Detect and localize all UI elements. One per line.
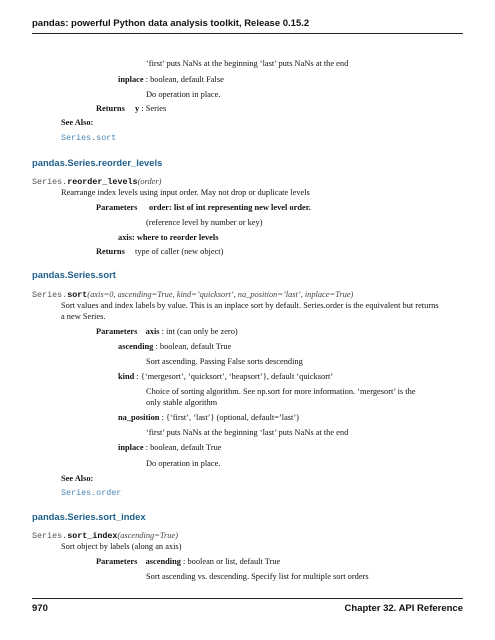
parameters-label: Parameters	[96, 557, 138, 566]
returns-row	[96, 247, 223, 257]
param-kind	[118, 372, 333, 382]
see-also-link-series-sort[interactable]: Series.sort	[61, 133, 117, 143]
sort-index-params-row	[96, 557, 280, 567]
param-name: ascending	[145, 557, 181, 566]
section-heading-sort: pandas.Series.sort	[32, 269, 116, 280]
param-ascending-desc: Sort ascending vs. descending. Specify list for multiple sort orders	[146, 572, 369, 581]
param-na-position	[118, 413, 299, 423]
param-type: : boolean or list, default True	[180, 557, 281, 566]
param-name: kind	[118, 372, 135, 381]
parameters-label: Parameters	[96, 203, 138, 212]
param-name: inplace	[118, 443, 144, 452]
param-type: : int (can only be zero)	[159, 327, 238, 336]
sig-prefix: Series.	[32, 177, 68, 187]
signature-reorder-levels	[32, 177, 161, 187]
returns-text: type of caller (new object)	[135, 247, 224, 256]
param-type: : boolean, default True	[153, 342, 232, 351]
running-header: pandas: powerful Python data analysis toolkit, Release 0.15.2	[32, 18, 310, 29]
sig-name: reorder_levels	[67, 177, 138, 187]
sort-desc-line2: a new Series.	[61, 312, 106, 321]
reorder-levels-desc: Rearrange index levels using input order. May not drop or duplicate levels	[61, 188, 310, 197]
sort-params-row	[96, 327, 238, 337]
section-heading-sort-index: pandas.Series.sort_index	[32, 511, 146, 522]
param-name: ascending	[118, 342, 154, 351]
sig-prefix: Series.	[32, 531, 68, 541]
sig-args: (order)	[137, 177, 162, 186]
param-order-desc: (reference level by number or key)	[146, 218, 263, 227]
param-kind-desc-line1: Choice of sorting algorithm. See np.sort for more information. ‘mergesort’ is the	[146, 387, 416, 396]
sig-args: (ascending=True)	[117, 531, 178, 540]
sort-index-desc: Sort object by labels (along an axis)	[61, 542, 182, 551]
param-type: : {‘mergesort’, ‘quicksort’, ‘heapsort’}, default ‘quicksort’	[134, 372, 334, 381]
sig-args: (axis=0, ascending=True, kind=’quicksort’, na_position=’last’, inplace=True)	[87, 290, 354, 299]
sig-prefix: Series.	[32, 290, 68, 300]
param-type: : {‘first’, ‘last’} (optional, default=’last’)	[159, 413, 299, 422]
param-inplace	[118, 443, 222, 453]
returns-row	[96, 104, 166, 114]
param-name: inplace	[118, 75, 144, 84]
header-rule	[32, 33, 463, 34]
returns-label: Returns	[96, 247, 125, 256]
see-also-label: See Also:	[61, 118, 94, 127]
param-type: : boolean, default False	[143, 75, 224, 84]
param-order: order: list of int representing new level order.	[149, 203, 311, 212]
param-kind-desc-line2: only stable algorithm	[146, 398, 218, 407]
signature-sort	[32, 290, 353, 300]
param-name: na_position	[118, 413, 160, 422]
signature-sort-index	[32, 531, 178, 541]
inplace-desc: Do operation in place.	[146, 90, 221, 99]
chapter-title: Chapter 32. API Reference	[344, 603, 463, 614]
sig-name: sort	[67, 290, 88, 300]
see-also-link-series-order[interactable]: Series.order	[61, 488, 122, 498]
param-ascending	[118, 342, 231, 352]
param-name: axis	[145, 327, 160, 336]
param-axis: axis: where to reorder levels	[118, 233, 219, 242]
sort-desc-line1: Sort values and index labels by value. This is an inplace sort by default. Series.order is the equivalent but returns	[61, 301, 439, 310]
returns-name: y	[135, 104, 140, 113]
page-number: 970	[32, 603, 48, 614]
parameters-label: Parameters	[96, 327, 138, 336]
param-type: : boolean, default True	[143, 443, 222, 452]
returns-type: : Series	[139, 104, 167, 113]
na-position-desc: ‘first’ puts NaNs at the beginning ‘last’ puts NaNs at the end	[146, 59, 349, 68]
param-na-position-desc: ‘first’ puts NaNs at the beginning ‘last’ puts NaNs at the end	[146, 428, 349, 437]
footer-rule	[32, 598, 463, 599]
section-heading-reorder-levels: pandas.Series.reorder_levels	[32, 157, 163, 168]
sig-name: sort_index	[67, 531, 118, 541]
param-ascending-desc: Sort ascending. Passing False sorts descending	[146, 357, 303, 366]
see-also-label: See Also:	[61, 474, 94, 483]
param-inplace-desc: Do operation in place.	[146, 459, 221, 468]
inplace-param	[118, 75, 224, 85]
returns-label: Returns	[96, 104, 125, 113]
